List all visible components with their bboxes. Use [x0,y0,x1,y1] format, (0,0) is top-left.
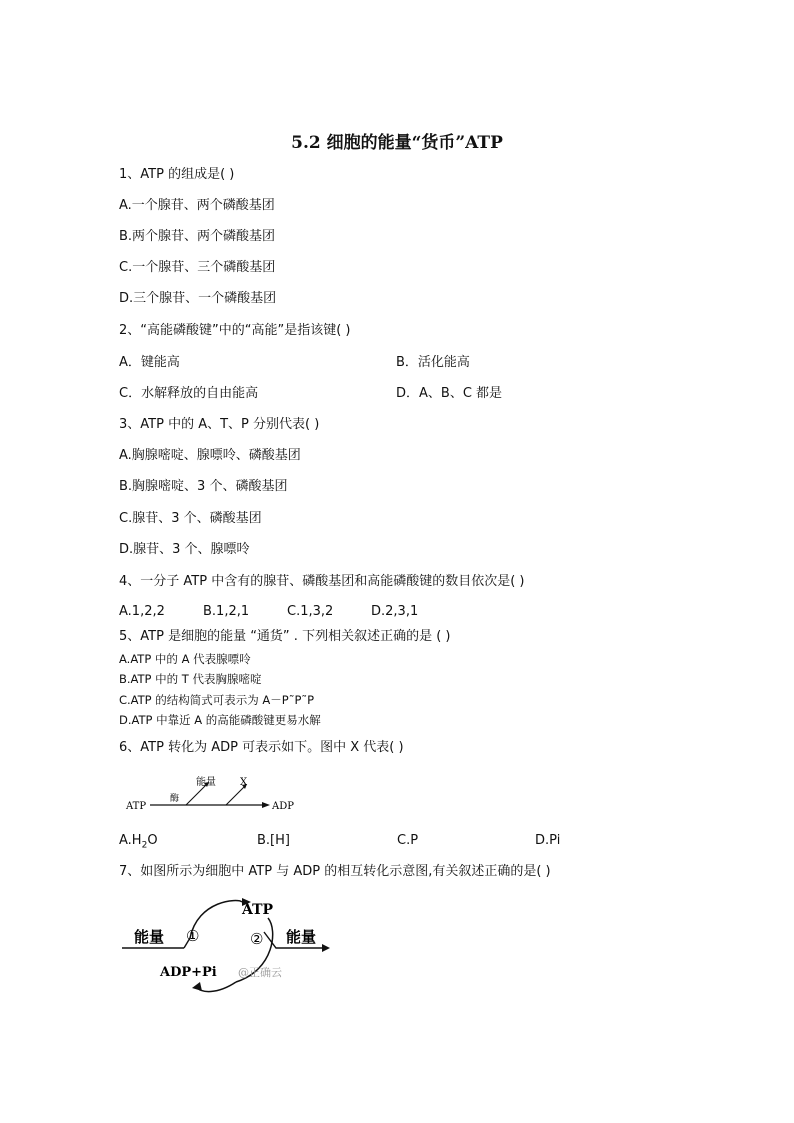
q1-option-d: D.三个腺苷、一个磷酸基团 [119,291,277,306]
energy-arrow-line [186,785,206,805]
diagram-energy-label: 能量 [196,777,216,788]
diagram-x-label: X [240,777,248,788]
q1-option-a: A.一个腺苷、两个磷酸基团 [119,198,275,213]
cycle-energy-in-label: 能量 [134,928,165,946]
q6-stem: 6、ATP 转化为 ADP 可表示如下。图中 X 代表( ) [119,740,404,755]
q3-option-a: A.胸腺嘧啶、腺嘌呤、磷酸基团 [119,448,301,463]
q2-option-b: B．活化能高 [396,355,470,370]
diagram-atp-label: ATP [126,801,147,812]
q4-option-a: A.1,2,2 [119,604,165,619]
cycle-adp-label: ADP+Pi [160,965,217,980]
diagram-adp-label: ADP [272,801,294,812]
cycle-bottom-arrowhead [192,982,202,991]
cycle-step-2: ② [250,930,264,948]
q2-option-c: C．水解释放的自由能高 [119,386,259,401]
cycle-step-1: ① [186,927,200,945]
q6-option-b: B.[H] [257,833,290,848]
q6-option-a-suffix: O [147,833,158,848]
energy-out-arrowhead [322,944,330,952]
q1-option-b: B.两个腺苷、两个磷酸基团 [119,229,276,244]
cycle-bottom-arc [196,982,236,992]
q2-option-d: D．A、B、C 都是 [396,386,503,401]
q5-option-d: D.ATP 中靠近 A 的高能磷酸键更易水解 [119,713,321,727]
q6-option-a-prefix: A.H [119,833,142,848]
x-arrow-line [226,787,244,805]
q1-stem: 1、ATP 的组成是( ) [119,167,235,182]
q5-option-a: A.ATP 中的 A 代表腺嘌呤 [119,652,251,666]
atp-to-adp-diagram [120,768,310,818]
reaction-arrowhead [262,802,270,808]
q3-option-b: B.胸腺嘧啶、3 个、磷酸基团 [119,479,288,494]
q3-stem: 3、ATP 中的 A、T、P 分别代表( ) [119,417,320,432]
q3-option-c: C.腺苷、3 个、磷酸基团 [119,511,262,526]
q2-option-a: A．键能高 [119,355,180,370]
q4-option-c: C.1,3,2 [287,604,334,619]
q7-stem: 7、如图所示为细胞中 ATP 与 ADP 的相互转化示意图,有关叙述正确的是( ) [119,864,551,879]
cycle-atp-label: ATP [242,902,274,918]
q6-option-d: D.Pi [535,833,561,848]
q4-option-d: D.2,3,1 [371,604,419,619]
cycle-energy-out-label: 能量 [286,928,317,946]
q1-option-c: C.一个腺苷、三个磷酸基团 [119,260,276,275]
atp-adp-cycle-diagram [118,890,338,1000]
watermark: @正确云 [238,966,282,979]
q5-option-b: B.ATP 中的 T 代表胸腺嘧啶 [119,672,262,686]
q4-option-b: B.1,2,1 [203,604,250,619]
q5-stem: 5、ATP 是细胞的能量 “通货” . 下列相关叙述正确的是 ( ) [119,629,451,644]
q3-option-d: D.腺苷、3 个、腺嘌呤 [119,542,250,557]
q4-stem: 4、一分子 ATP 中含有的腺苷、磷酸基团和高能磷酸键的数目依次是( ) [119,574,525,589]
page-title: 5.2 细胞的能量“货币”ATP [291,133,503,153]
q5-option-c: C.ATP 的结构简式可表示为 A－P˜P˜P [119,693,315,707]
diagram-enzyme-label: 酶 [170,794,180,804]
q6-option-a [119,833,158,854]
q2-stem: 2、“高能磷酸键”中的“高能”是指该键( ) [119,323,351,338]
q6-option-c: C.P [397,833,419,848]
q6-option-a-subscript: 2 [141,840,148,851]
